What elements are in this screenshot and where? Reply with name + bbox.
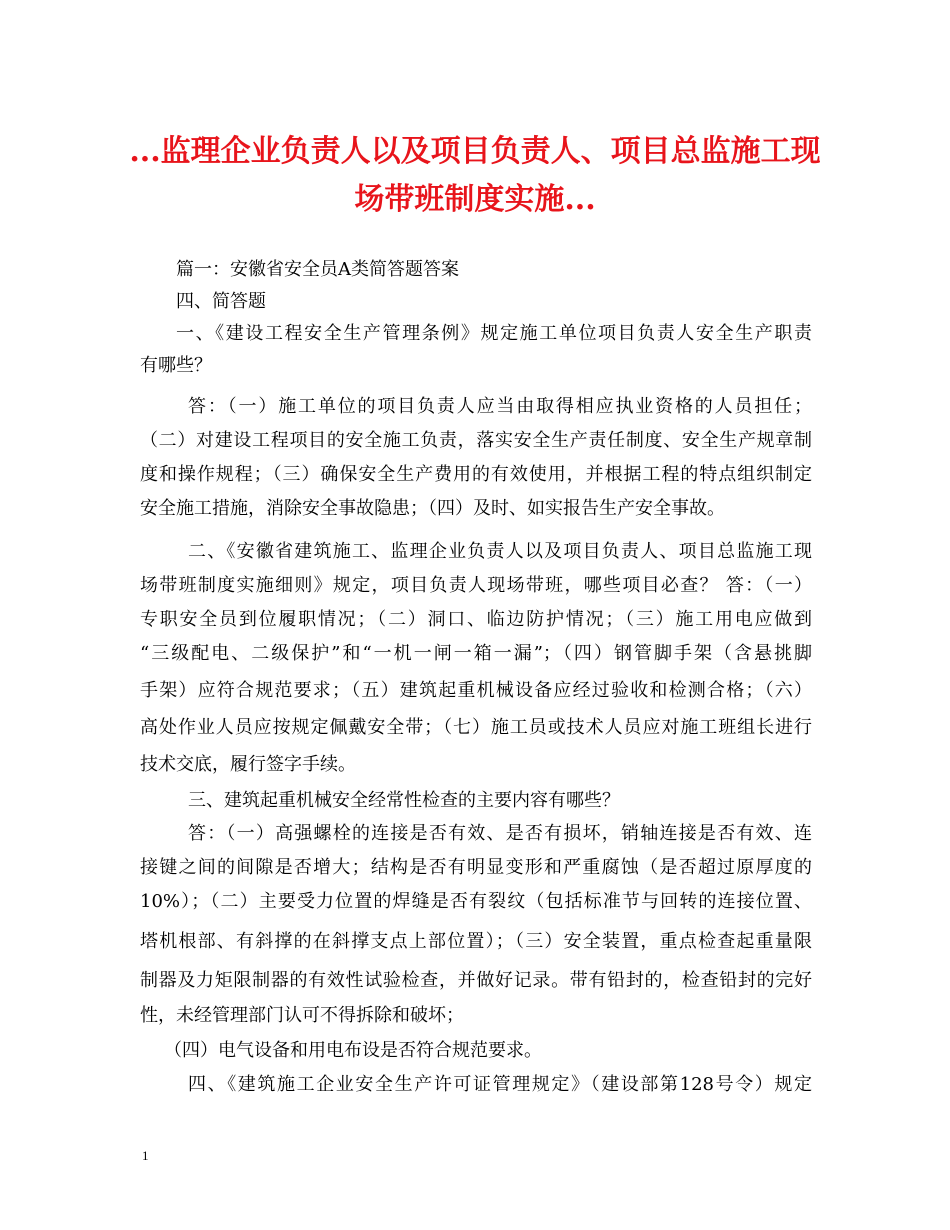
- answer-2-line-5: 技术交底，履行签字手续。: [140, 754, 356, 775]
- answer-2-line-3: 手架）应符合规范要求；（五）建筑起重机械设备应经过验收和检测合格；（六）: [140, 680, 812, 701]
- question-3: 三、建筑起重机械安全经常性检查的主要内容有哪些？: [188, 790, 620, 811]
- answer-3-line-7: （四）电气设备和用电布设是否符合规范要求。: [164, 1040, 542, 1061]
- answer-1-line-1: 答：（一）施工单位的项目负责人应当由取得相应执业资格的人员担任；: [188, 396, 812, 417]
- question-2-line-2: 场带班制度实施细则》规定，项目负责人现场带班，哪些项目必查？ 答：（一）: [140, 575, 812, 596]
- answer-2-line-4: 高处作业人员应按规定佩戴安全带；（七）施工员或技术人员应对施工班组长进行: [140, 717, 812, 738]
- subsection-heading: 四、简答题: [176, 291, 266, 312]
- answer-3-line-1: 答：（一）高强螺栓的连接是否有效、是否有损坏，销轴连接是否有效、连: [188, 823, 812, 844]
- document-title-line-1: ...监理企业负责人以及项目负责人、项目总监施工现: [129, 134, 821, 169]
- answer-1-line-3: 度和操作规程；（三）确保安全生产费用的有效使用，并根据工程的特点组织制定: [140, 464, 812, 485]
- answer-3-line-3: 10%）；（二）主要受力位置的焊缝是否有裂纹（包括标准节与回转的连接位置、: [140, 891, 812, 912]
- section-heading: 篇一：安徽省安全员A类简答题答案: [176, 259, 459, 280]
- question-1-line-1: 一、《建设工程安全生产管理条例》规定施工单位项目负责人安全生产职责: [176, 323, 812, 344]
- answer-3-line-6: 性，未经管理部门认可不得拆除和破坏；: [140, 1005, 464, 1026]
- answer-3-line-5: 制器及力矩限制器的有效性试验检查，并做好记录。带有铅封的，检查铅封的完好: [140, 970, 812, 991]
- answer-2-line-2: “三级配电、二级保护”和“一机一闸一箱一漏”；（四）钢管脚手架（含悬挑脚: [140, 643, 812, 664]
- answer-2-line-1: 专职安全员到位履职情况；（二）洞口、临边防护情况；（三）施工用电应做到: [140, 609, 812, 630]
- question-4-line-1: 四、《建筑施工企业安全生产许可证管理规定》（建设部第128号令）规定: [188, 1074, 812, 1095]
- answer-1-line-4: 安全施工措施，消除安全事故隐患；（四）及时、如实报告生产安全事故。: [140, 498, 725, 519]
- answer-3-line-2: 接键之间的间隙是否增大；结构是否有明显变形和严重腐蚀（是否超过原厚度的: [140, 857, 812, 878]
- question-2-line-1: 二、《安徽省建筑施工、监理企业负责人以及项目负责人、项目总监施工现: [188, 541, 812, 562]
- question-1-line-2: 有哪些？: [140, 355, 212, 376]
- answer-3-line-4: 塔机根部、有斜撑的在斜撑支点上部位置）；（三）安全装置，重点检查起重量限: [140, 931, 812, 952]
- document-title-line-2: 场带班制度实施...: [354, 182, 596, 217]
- page-number: 1: [142, 1148, 149, 1163]
- answer-1-line-2: （二）对建设工程项目的安全施工负责，落实安全生产责任制度、安全生产规章制: [140, 430, 812, 451]
